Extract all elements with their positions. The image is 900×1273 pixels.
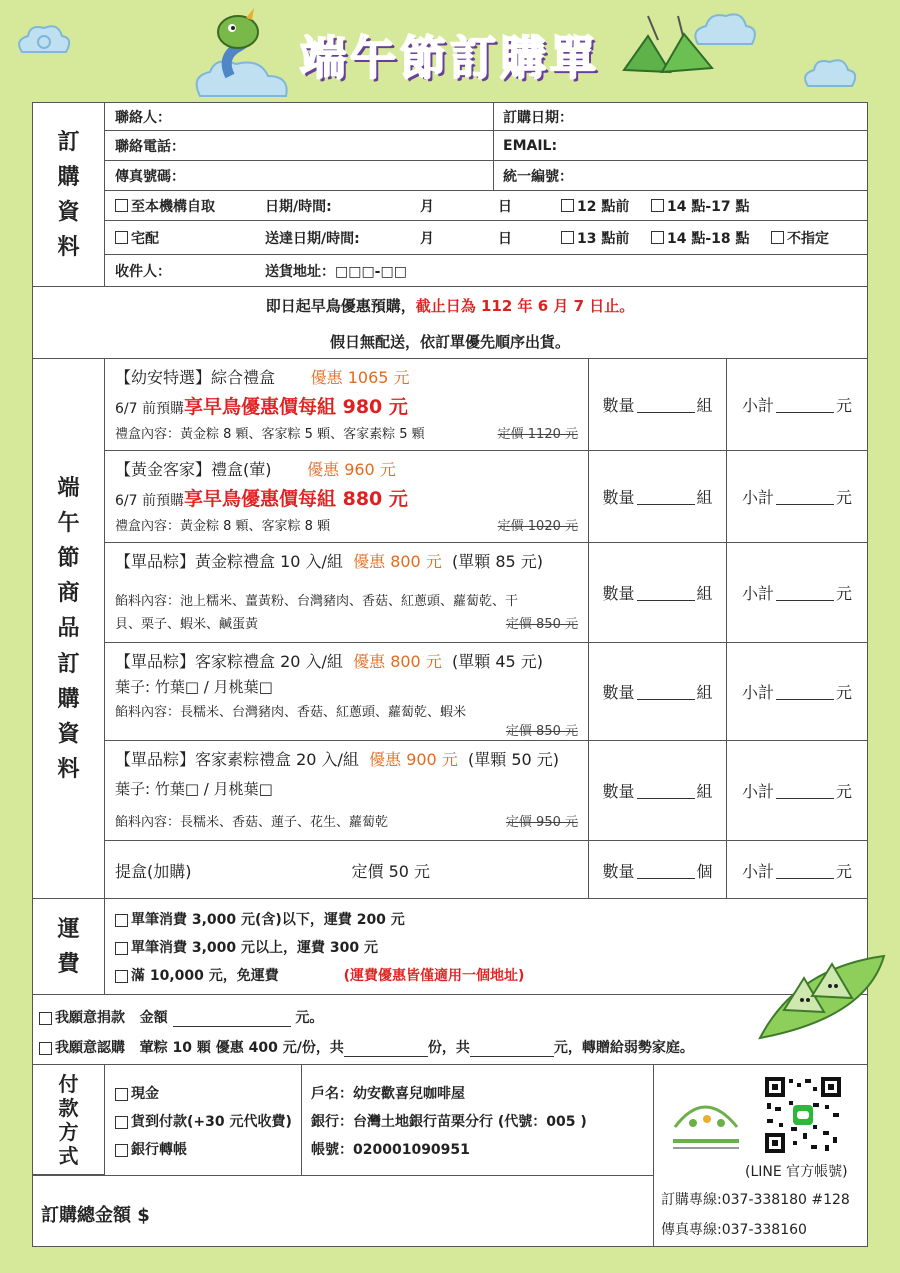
fax-row [105, 161, 867, 191]
products-label: 端 午 節 商 品 訂 購 資 料 [33, 359, 105, 899]
checkbox[interactable] [115, 942, 128, 955]
product-desc: 【單品粽】客家粽禮盒 20 入/組 優惠 800 元 (單顆 45 元) 葉子: 竹葉□ / 月桃葉□ 餡料內容：長糯米、台灣豬肉、香菇、紅蔥頭、蘿蔔乾、蝦米 定價 850 元 [105, 643, 589, 740]
header [0, 0, 900, 100]
fax-field[interactable]: 傳真號碼： [115, 168, 185, 185]
checkbox[interactable] [115, 199, 128, 212]
notice-line-2: 假日無配送，依訂單優先順序出貨。 [329, 333, 570, 351]
organization-logo [665, 1087, 747, 1157]
fax-phone: 傳真專線:037-338160 [661, 1222, 807, 1238]
order-date-field[interactable]: 訂購日期： [503, 109, 573, 126]
product-row [105, 643, 867, 741]
delivery-datetime-label: 送達日期/時間: [265, 230, 360, 247]
product-row [105, 543, 867, 643]
checkbox[interactable] [39, 1012, 52, 1025]
checkbox[interactable] [561, 231, 574, 244]
subtotal-field[interactable]: 小計 元 [741, 861, 853, 881]
payment-label: 付 款 方 式 [33, 1065, 105, 1175]
phone-row [105, 131, 867, 161]
tax-id-field[interactable]: 統一編號： [503, 168, 573, 185]
product-row [105, 741, 867, 841]
order-form [32, 102, 868, 1247]
order-phone: 訂購專線:037-338180 #128 [661, 1192, 850, 1208]
subtotal-field[interactable]: 小計 元 [741, 488, 853, 507]
cloud-icon [690, 10, 760, 50]
contact-field[interactable]: 聯絡人： [115, 109, 171, 126]
shipping-section [33, 899, 867, 995]
checkbox[interactable] [115, 1116, 128, 1129]
subtotal-field[interactable]: 小計 元 [741, 683, 853, 702]
donation-option-1[interactable]: 我願意捐款 金額 元。 [39, 1007, 323, 1027]
checkbox[interactable] [115, 231, 128, 244]
shipping-option-3[interactable]: 滿 10,000 元，免運費 (運費優惠皆僅適用一個地址) [115, 965, 524, 985]
checkbox[interactable] [39, 1042, 52, 1055]
delivery-option[interactable]: 宅配 [105, 221, 159, 254]
notice-section [33, 287, 867, 359]
order-info-label: 訂 購 資 料 [33, 103, 105, 287]
line-account-label: (LINE 官方帳號) [745, 1164, 848, 1180]
checkbox[interactable] [115, 914, 128, 927]
page-title: 端午節訂購單 [300, 31, 600, 85]
checkbox[interactable] [115, 970, 128, 983]
checkbox[interactable] [561, 199, 574, 212]
total-amount-field[interactable]: 訂購總金額 $ [41, 1205, 150, 1226]
contact-row [105, 103, 867, 131]
pickup-month-label: 月 [420, 198, 434, 215]
delivery-month-label: 月 [420, 230, 434, 247]
product-row [105, 841, 867, 899]
t14-17-option[interactable]: 14 點-17 點 [641, 191, 750, 220]
transfer-option[interactable]: 銀行轉帳 [115, 1139, 187, 1159]
checkbox[interactable] [651, 231, 664, 244]
phone-field[interactable]: 聯絡電話： [115, 138, 185, 155]
qty-input[interactable]: 數量 組 [589, 741, 727, 840]
delivery-row [105, 221, 867, 255]
product-desc: 【幼安特選】綜合禮盒 優惠 1065 元 6/7 前預購享早鳥優惠價每組 980 元 禮盒內容：黃金粽 8 顆、客家粽 5 顆、客家素粽 5 顆 定價 1120 元 [105, 359, 589, 450]
account-number: 帳號：020001090951 [311, 1142, 470, 1158]
delivery-day-label: 日 [498, 230, 512, 247]
cash-option[interactable]: 現金 [115, 1083, 159, 1103]
qty-input[interactable]: 數量 組 [589, 643, 727, 740]
qty-input[interactable]: 數量 組 [589, 359, 727, 450]
cloud-icon [800, 56, 860, 90]
product-desc: 【單品粽】黃金粽禮盒 10 入/組 優惠 800 元 (單顆 85 元) 餡料內容：池上糯米、薑黃粉、台灣豬肉、香菇、紅蔥頭、蘿蔔乾、干 貝、栗子、蝦米、鹹蛋黃 定價 850 元 [105, 543, 589, 642]
product-row [105, 451, 867, 543]
donation-option-2[interactable]: 我願意認購 葷粽 10 顆 優惠 400 元/份，共 份，共 元，轉贈給弱勢家庭。 [39, 1037, 694, 1057]
pickup-row [105, 191, 867, 221]
t14-18-option[interactable]: 14 點-18 點 [641, 221, 750, 254]
cod-option[interactable]: 貨到付款(+30 元代收費) [115, 1111, 292, 1131]
shipping-option-1[interactable]: 單筆消費 3,000 元(含)以下，運費 200 元 [115, 909, 405, 929]
recipient-field[interactable]: 收件人： [115, 264, 171, 280]
checkbox[interactable] [115, 1088, 128, 1101]
subtotal-field[interactable]: 小計 元 [741, 782, 853, 801]
checkbox[interactable] [115, 1144, 128, 1157]
account-name: 戶名：幼安歡喜兒咖啡屋 [311, 1086, 465, 1102]
dragon-icon [190, 6, 300, 102]
address-field[interactable]: 送貨地址：□□□-□□ [265, 264, 407, 280]
bank-name: 銀行：台灣土地銀行苗栗分行 (代號：005 ) [311, 1114, 587, 1130]
product-desc: 提盒(加購) 定價 50 元 [105, 841, 589, 899]
notice-line-1: 即日起早鳥優惠預購，截止日為 112 年 6 月 7 日止。 [265, 297, 635, 315]
qty-input[interactable]: 數量 組 [589, 451, 727, 542]
pickup-day-label: 日 [498, 198, 512, 215]
before12-option[interactable]: 12 點前 [551, 191, 629, 220]
before13-option[interactable]: 13 點前 [551, 221, 629, 254]
no-pref-option[interactable]: 不指定 [761, 221, 829, 254]
email-field[interactable]: EMAIL: [503, 137, 558, 154]
pickup-datetime-label: 日期/時間: [265, 198, 332, 215]
subtotal-field[interactable]: 小計 元 [741, 396, 853, 415]
recipient-row [105, 255, 867, 287]
order-info-section [33, 103, 867, 287]
rice-dumpling-leaf-icon [756, 938, 886, 1046]
product-desc: 【單品粽】客家素粽禮盒 20 入/組 優惠 900 元 (單顆 50 元) 葉子: 竹葉□ / 月桃葉□ 餡料內容：長糯米、香菇、蓮子、花生、蘿蔔乾 定價 950 元 [105, 741, 589, 840]
donation-section [33, 995, 867, 1065]
qty-input[interactable]: 數量 組 [589, 543, 727, 642]
checkbox[interactable] [651, 199, 664, 212]
cloud-icon [14, 22, 74, 58]
product-desc: 【黃金客家】禮盒(葷) 優惠 960 元 6/7 前預購享早鳥優惠價每組 880 元 禮盒內容：黃金粽 8 顆、客家粽 8 顆 定價 1020 元 [105, 451, 589, 542]
payment-section [33, 1065, 867, 1246]
shipping-option-2[interactable]: 單筆消費 3,000 元以上，運費 300 元 [115, 937, 378, 957]
products-section [33, 359, 867, 899]
product-row [105, 359, 867, 451]
qty-input[interactable]: 數量 個 [589, 841, 727, 899]
checkbox[interactable] [771, 231, 784, 244]
subtotal-field[interactable]: 小計 元 [741, 584, 853, 603]
qr-code-icon [763, 1075, 843, 1155]
pickup-option[interactable]: 至本機構自取 [105, 191, 215, 220]
shipping-label: 運 費 [33, 899, 105, 995]
